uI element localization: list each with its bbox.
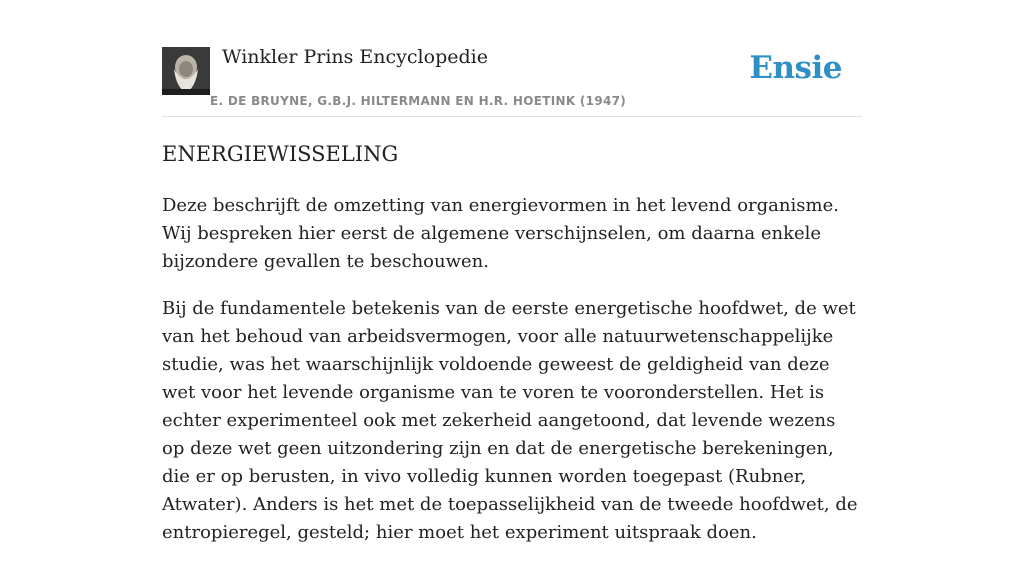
author-avatar[interactable] xyxy=(162,47,210,95)
ensie-logo-link[interactable]: Ensie xyxy=(749,50,842,86)
source-header xyxy=(162,40,862,117)
article-paragraph: Deze beschrijft de omzetting van energievormen in het levend organisme. Wij bespreken hier eerst de algemene verschijnselen, om daarna enkele bijzondere gevallen te beschouwen. xyxy=(162,195,839,272)
portrait-icon xyxy=(162,47,210,95)
article-headword: ENERGIEWISSELING xyxy=(162,142,399,166)
article-body xyxy=(162,192,862,566)
article-paragraph: Bij de fundamentele betekenis van de eerste energetische hoofdwet, de wet van het behoud van arbeidsvermogen, voor alle natuurwetenschappelijke studie, was het waarschijnlijk voldoende geweest de geldigheid van deze wet voor het levende organisme van te voren te vooronderstellen. Het is echter experimenteel ook met zekerheid aangetoond, dat levende wezens op deze wet geen uitzondering zijn en dat de energetische berekeningen, die er op berusten, in vivo volledig kunnen worden toegepast (Rubner, Atwater). Anders is het met de toepasselijkheid van de tweede hoofdwet, de entropieregel, gesteld; hier moet het experiment uitspraak doen. xyxy=(162,298,858,543)
source-authors: E. DE BRUYNE, G.B.J. HILTERMANN EN H.R. HOETINK (1947) xyxy=(210,94,627,108)
source-title[interactable]: Winkler Prins Encyclopedie xyxy=(222,46,488,68)
